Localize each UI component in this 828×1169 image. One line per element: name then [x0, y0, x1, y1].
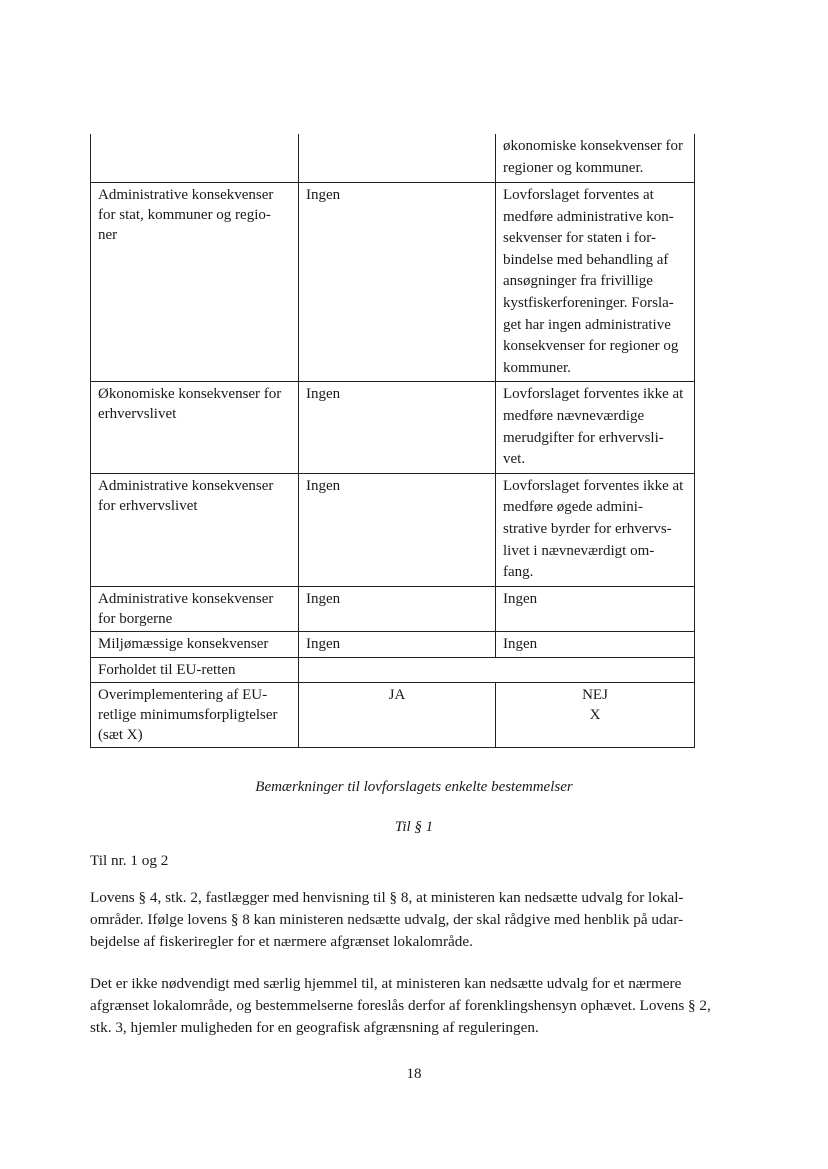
- row-status: Ingen: [299, 586, 496, 631]
- row-status: Ingen: [299, 382, 496, 473]
- table-row: [91, 382, 695, 473]
- section-heading: Bemærkninger til lovforslagets enkelte bestemmelser: [255, 779, 573, 795]
- ja-label: JA: [388, 687, 406, 704]
- row-label: Administrative konsekvenser for stat, kommuner og regio- ner: [91, 183, 299, 382]
- row-label: Administrative konsekvenser for borgerne: [91, 586, 299, 631]
- row-text: Lovforslaget forventes ikke at medføre nævneværdige merudgifter for erhvervsli- vet.: [496, 382, 695, 473]
- ja-cell: [299, 683, 496, 748]
- row-status: Ingen: [299, 631, 496, 658]
- table-row: [91, 473, 695, 586]
- row-label: [91, 134, 299, 183]
- row-label: Administrative konsekvenser for erhvervslivet: [91, 473, 299, 586]
- paragraph: Lovens § 4, stk. 2, fastlægger med henvisning til § 8, at ministeren kan nedsætte udvalg for lokal- områder. Ifølge lovens § 8 kan ministeren nedsætte udvalg, der skal rådgive med henblik på udar- bejdelse af fiskeriregler for et nærmere afgrænset lokalområde.: [90, 889, 684, 950]
- page-number: 18: [406, 1066, 422, 1082]
- table-row: [91, 183, 695, 382]
- row-text: Lovforslaget forventes at medføre administrative kon- sekvenser for staten i for- bindelse med behandling af ansøgninger fra frivillige kystfiskerforeninger. Forsla- get har ingen administrative konsekvenser for regioner og kommuner.: [496, 183, 695, 382]
- row-text: Ingen: [496, 586, 695, 631]
- row-status: Ingen: [299, 183, 496, 382]
- eu-header-label: Forholdet til EU-retten: [91, 658, 299, 683]
- sub-heading: Til § 1: [394, 819, 434, 835]
- eu-row-label: Overimplementering af EU- retlige minimumsforpligtelser (sæt X): [91, 683, 299, 748]
- row-status: Ingen: [299, 473, 496, 586]
- row-status: [299, 134, 496, 183]
- item-heading: Til nr. 1 og 2: [90, 852, 169, 869]
- eu-implementation-row: [91, 683, 695, 748]
- row-text: økonomiske konsekvenser for regioner og kommuner.: [496, 134, 695, 183]
- x-mark: X: [589, 707, 601, 724]
- row-label: Miljømæssige konsekvenser: [91, 631, 299, 658]
- table-row: [91, 631, 695, 658]
- row-text: Lovforslaget forventes ikke at medføre øgede admini- strative byrder for erhvervs- livet i nævneværdigt om- fang.: [496, 473, 695, 586]
- nej-label: NEJ: [582, 687, 608, 704]
- eu-header-empty: [299, 658, 695, 683]
- row-label: Økonomiske konsekvenser for erhvervslivet: [91, 382, 299, 473]
- table-row: [91, 134, 695, 183]
- table-row: [91, 586, 695, 631]
- consequences-table: [90, 134, 695, 748]
- eu-header-row: [91, 658, 695, 683]
- nej-cell: [496, 683, 695, 748]
- row-text: Ingen: [496, 631, 695, 658]
- paragraph: Det er ikke nødvendigt med særlig hjemmel til, at ministeren kan nedsætte udvalg for et nærmere afgrænset lokalområde, og bestemmelserne foreslås derfor af forenklingshensyn ophævet. Lovens § 2, stk. 3, hjemler muligheden for en geografisk afgrænsning af reguleringen.: [90, 975, 711, 1036]
